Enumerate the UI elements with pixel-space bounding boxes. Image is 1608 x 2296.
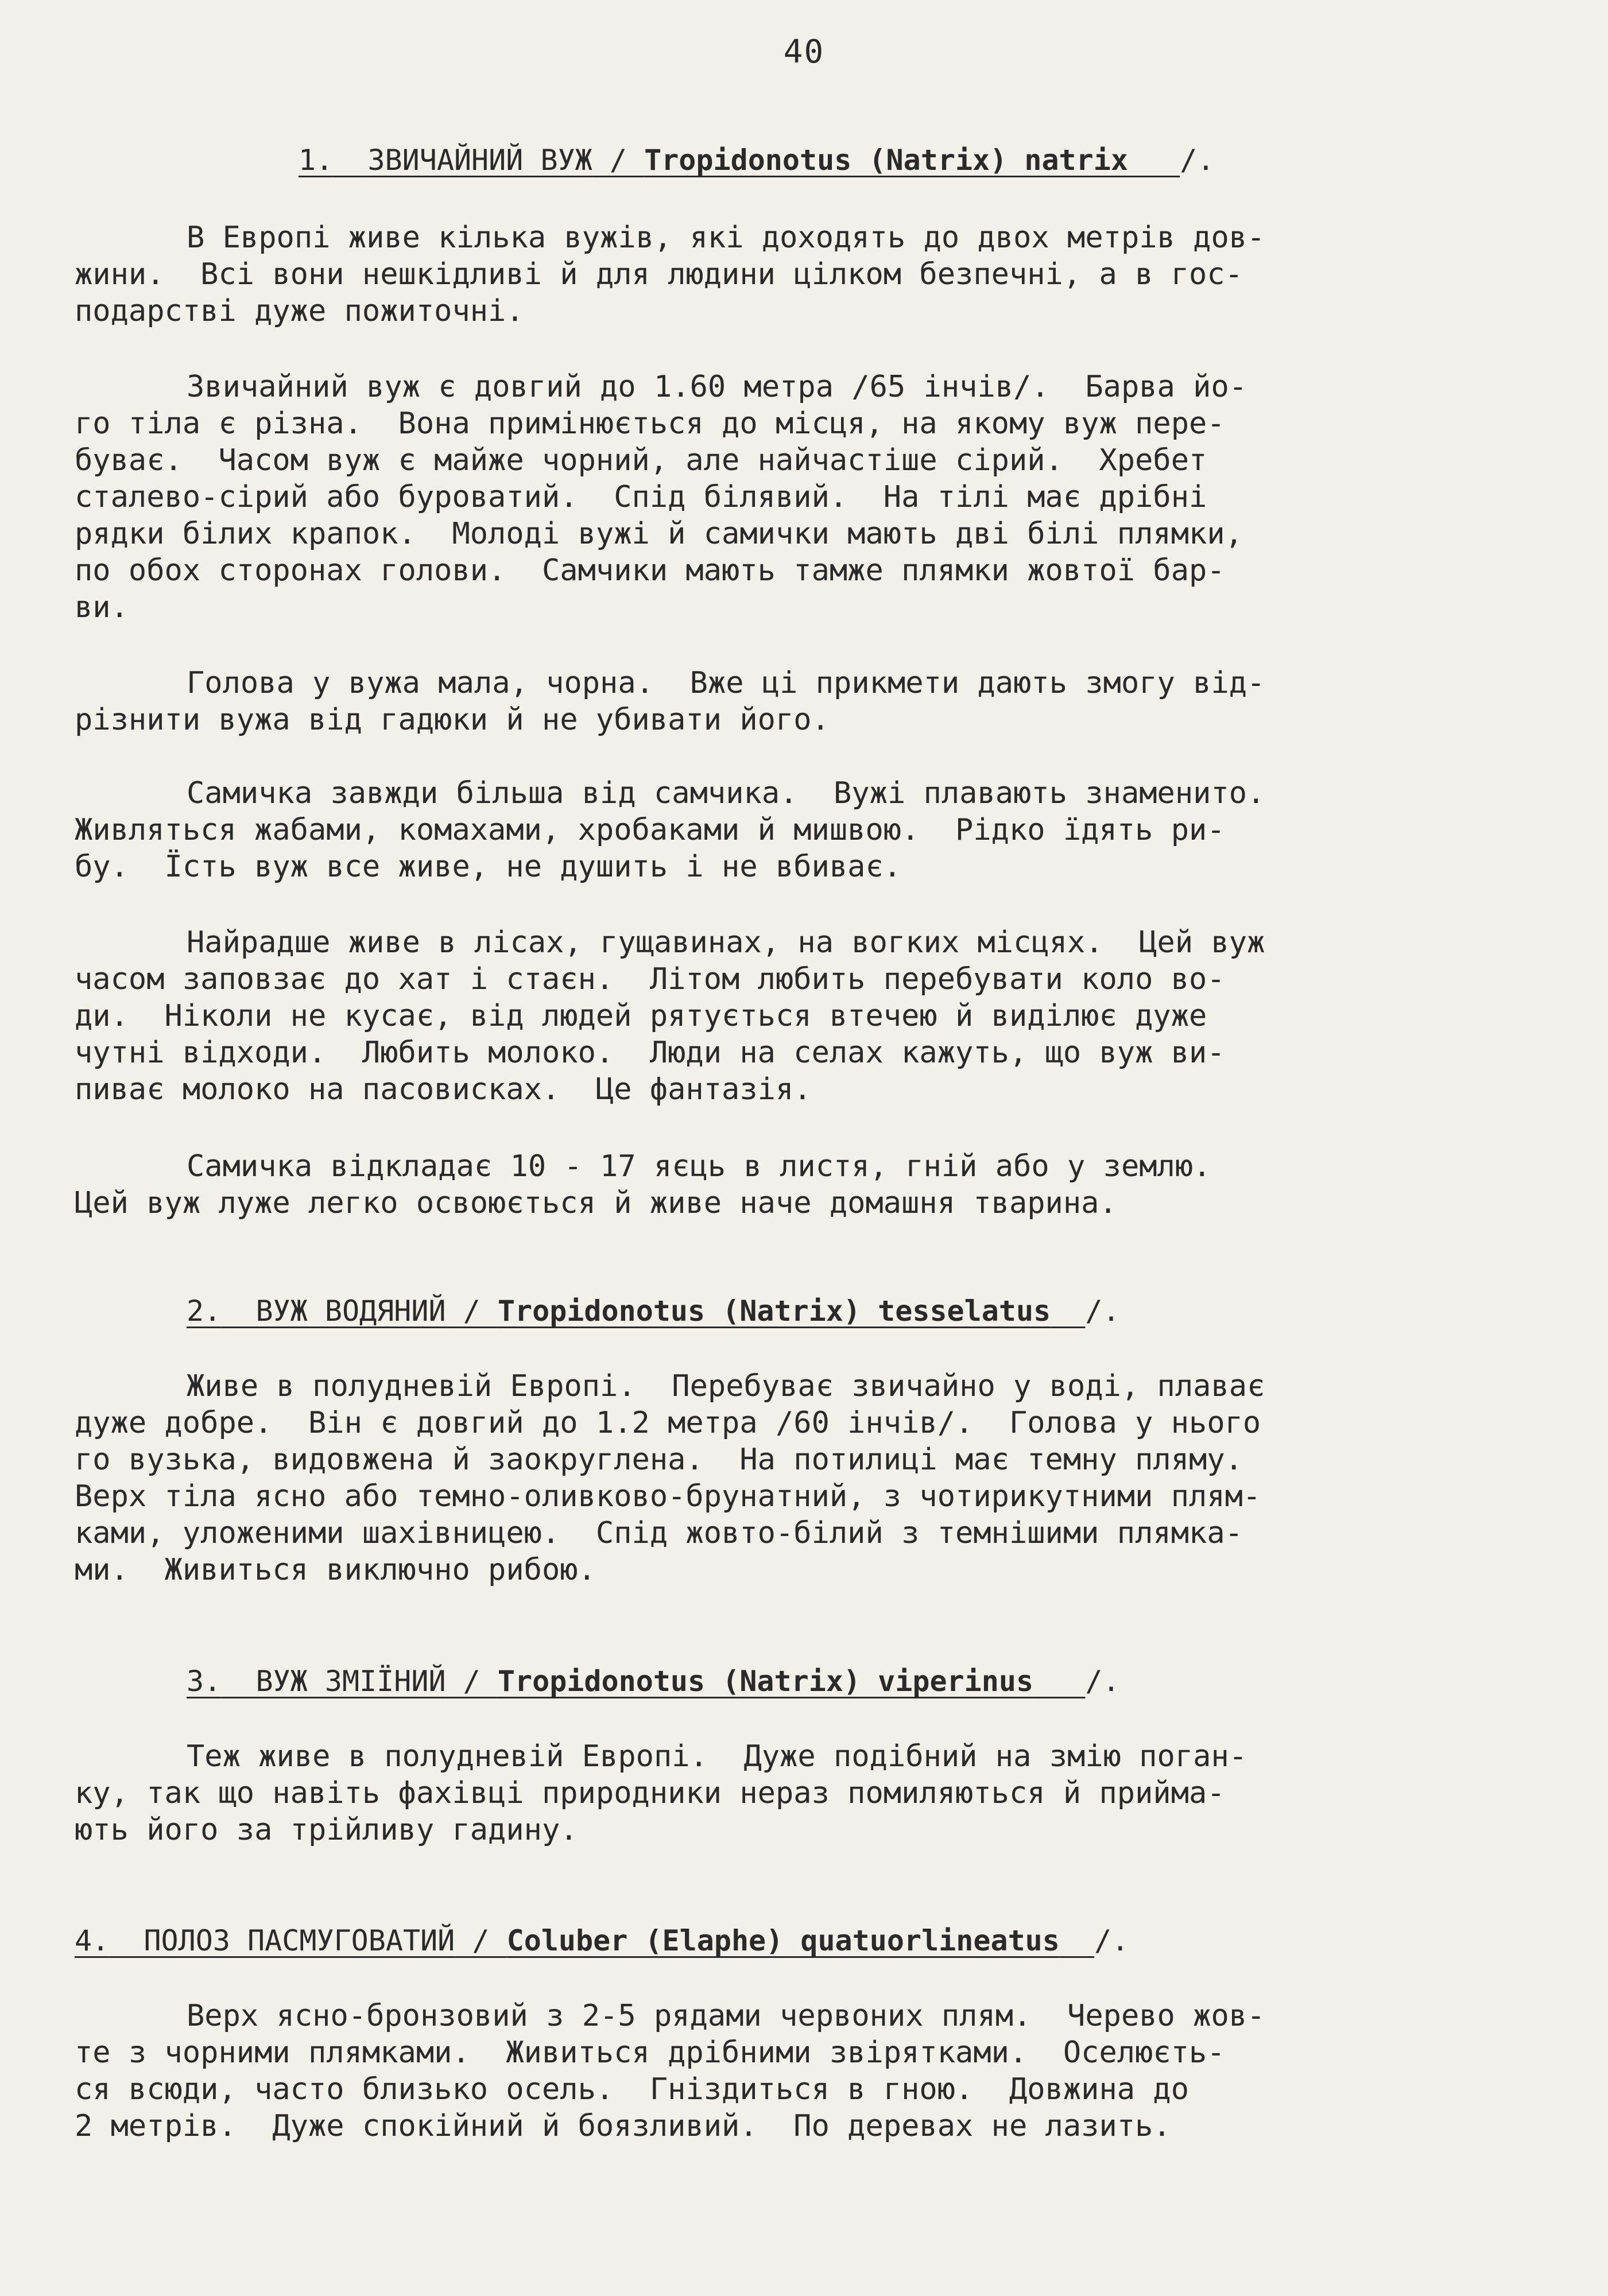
heading-title: ПОЛОЗ ПАСМУГОВАТИЙ <box>144 1924 455 1957</box>
text-line: Теж живе в полудневій Европі. Дуже подібний на змію поган- <box>187 1739 1247 1774</box>
heading-title: ВУЖ ВОДЯНИЙ <box>255 1294 446 1328</box>
text-line: ють його за трійливу гадину. <box>75 1813 578 1847</box>
text-line: ди. Ніколи не кусає, від людей рятується втечею й виділює дуже <box>75 999 1207 1033</box>
text-line: Звичайний вуж є довгий до 1.60 метра /65 інчів/. Барва йо- <box>187 370 1247 404</box>
heading-latin-name: Tropidonotus (Natrix) tesselatus <box>497 1294 1051 1328</box>
section-3 <box>0 1665 1608 1847</box>
section-heading: 1. ЗВИЧАЙНИЙ ВУЖ / Tropidonotus (Natrix) natrix /. <box>299 144 1215 177</box>
paragraph <box>75 1998 1265 2144</box>
text-line: ми. Живиться виключно рибою. <box>75 1553 596 1587</box>
section-1 <box>0 144 1608 1220</box>
paragraph <box>75 369 1247 626</box>
section-heading: 3. ВУЖ ЗМІЇНИЙ / Tropidonotus (Natrix) viperinus /. <box>187 1665 1120 1698</box>
text-line: Голова у вужа мала, чорна. Вже ці прикмети дають змогу від- <box>187 666 1265 700</box>
text-line: по обох сторонах голови. Самчики мають тамже плямки жовтої бар- <box>75 553 1225 588</box>
text-line: ками, уложеними шахівницею. Спід жовто-білий з темнішими плямка- <box>75 1516 1243 1550</box>
text-line: го тіла є різна. Вона примінюється до місця, на якому вуж пере- <box>75 406 1225 441</box>
text-line: Цей вуж луже легко освоюється й живе наче домашня тварина. <box>75 1186 1117 1220</box>
text-line: подарстві дуже пожиточні. <box>75 294 524 328</box>
text-line: різнити вужа від гадюки й не убивати його. <box>75 703 830 737</box>
text-line: Верх тіла ясно або темно-оливково-брунатний, з чотирикутними плям- <box>75 1479 1261 1514</box>
text-line: Найрадше живе в лісах, гущавинах, на вогких місцях. Цей вуж <box>187 925 1265 960</box>
text-line: чутні відходи. Любить молоко. Люди на селах кажуть, що вуж ви- <box>75 1035 1225 1070</box>
text-line: буває. Часом вуж є майже чорний, але найчастіше сірий. Хребет <box>75 443 1207 478</box>
text-line: Верх ясно-бронзовий з 2-5 рядами червоних плям. Черево жов- <box>187 1999 1265 2033</box>
text-line: те з чорними плямками. Живиться дрібними звірятками. Оселюєть- <box>75 2035 1225 2070</box>
text-line: Живе в полудневій Европі. Перебуває звичайно у воді, плаває <box>187 1369 1265 1403</box>
text-line: бу. Їсть вуж все живе, не душить і не вбиває. <box>75 850 902 884</box>
heading-end: /. <box>1180 144 1215 177</box>
heading-title: ЗВИЧАЙНИЙ ВУЖ <box>367 144 592 177</box>
text-line: го вузька, видовжена й заокруглена. На потилиці має темну пляму. <box>75 1442 1243 1477</box>
section-heading: 4. ПОЛОЗ ПАСМУГОВАТИЙ / Coluber (Elaphe) quatuorlineatus /. <box>75 1924 1129 1957</box>
text-line: рядки білих крапок. Молоді вужі й самички мають дві білі плямки, <box>75 517 1243 551</box>
text-line: Живляться жабами, комахами, хробаками й мишвою. Рідко їдять ри- <box>75 813 1225 847</box>
text-line: В Европі живе кілька вужів, які доходять до двох метрів дов- <box>187 220 1265 255</box>
text-line: часом заповзає до хат і стаєн. Літом любить перебувати коло во- <box>75 962 1225 996</box>
paragraph <box>75 1148 1211 1221</box>
text-line: дуже добре. Він є довгий до 1.2 метра /60 інчів/. Голова у нього <box>75 1406 1261 1440</box>
heading-number: 1. <box>299 144 334 177</box>
heading-number: 4. <box>75 1924 110 1957</box>
page-number: 40 <box>783 33 825 71</box>
heading-number: 3. <box>187 1665 222 1698</box>
text-line: пиває молоко на пасовисках. Це фантазія. <box>75 1072 812 1107</box>
heading-end: /. <box>1085 1665 1120 1698</box>
paragraph <box>75 1738 1247 1848</box>
text-line: Самичка завжди більша від самчика. Вужі плавають знаменито. <box>187 776 1265 810</box>
paragraph <box>75 924 1265 1108</box>
heading-number: 2. <box>187 1294 222 1328</box>
text-line: ся всюди, часто близько осель. Гніздиться в гною. Довжина до <box>75 2072 1189 2107</box>
text-line: ви. <box>75 590 129 625</box>
text-line: ку, так що навіть фахівці природники нераз помиляються й прийма- <box>75 1776 1225 1810</box>
heading-latin-name: Tropidonotus (Natrix) viperinus <box>497 1665 1034 1698</box>
text-line: жини. Всі вони нешкідливі й для людини цілком безпечні, а в гос- <box>75 257 1243 292</box>
heading-title: ВУЖ ЗМІЇНИЙ <box>255 1665 446 1698</box>
section-4 <box>0 1924 1608 2143</box>
heading-latin-name: Coluber (Elaphe) quatuorlineatus <box>506 1924 1060 1957</box>
text-line: сталево-сірий або буроватий. Спід білявий. На тілі має дрібні <box>75 480 1207 514</box>
paragraph <box>75 219 1265 329</box>
section-2 <box>0 1294 1608 1587</box>
paragraph <box>75 1368 1265 1588</box>
heading-end: /. <box>1094 1924 1129 1957</box>
heading-latin-name: Tropidonotus (Natrix) natrix <box>644 144 1128 177</box>
heading-end: /. <box>1085 1294 1120 1328</box>
paragraph <box>75 665 1265 738</box>
paragraph <box>75 775 1265 885</box>
section-heading: 2. ВУЖ ВОДЯНИЙ / Tropidonotus (Natrix) tesselatus /. <box>187 1294 1120 1328</box>
text-line: Самичка відкладає 10 - 17 яєць в листя, гній або у землю. <box>187 1149 1211 1184</box>
text-line: 2 метрів. Дуже спокійний й боязливий. По деревах не лазить. <box>75 2109 1171 2143</box>
